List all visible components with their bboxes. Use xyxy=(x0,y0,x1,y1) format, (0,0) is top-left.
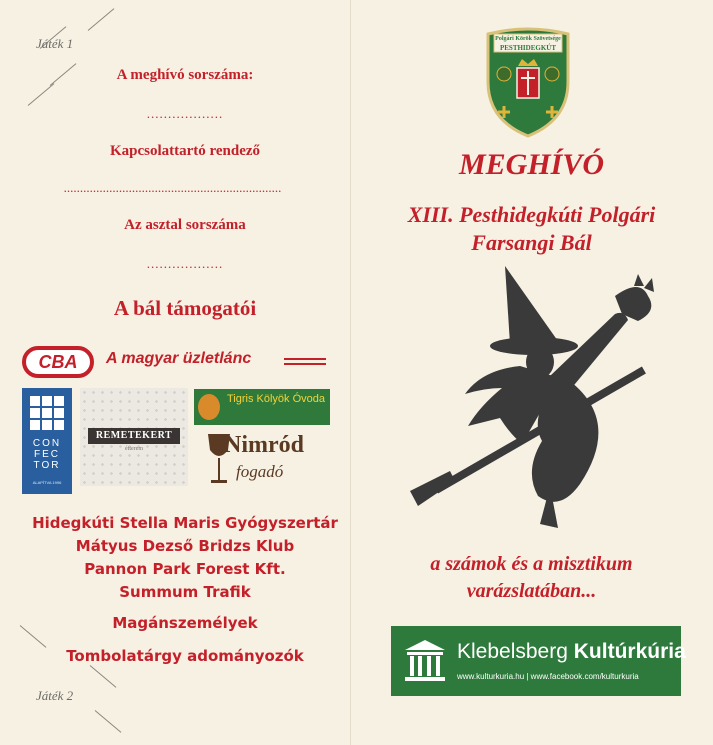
remetekert-text: REMETEKERT xyxy=(88,428,180,444)
crest-text: Polgári Körök Szövetsége xyxy=(495,36,561,42)
event-name-line1: XIII. Pesthidegkúti Polgári xyxy=(407,202,656,227)
coat-of-arms-icon xyxy=(484,26,572,138)
confector-text: TOR xyxy=(33,460,61,471)
sponsor-item: Pannon Park Forest Kft. xyxy=(84,560,286,578)
confector-text: CON xyxy=(32,438,62,449)
sponsors-title: A bál támogatói xyxy=(113,296,257,320)
tigris-logo xyxy=(194,389,330,425)
confector-text: FEC xyxy=(34,449,60,460)
remetekert-logo xyxy=(80,388,188,486)
event-name-line2: Farsangi Bál xyxy=(471,230,592,255)
cba-line xyxy=(284,358,326,360)
sponsor-item: Magánszemélyek xyxy=(112,614,258,632)
tagline-line1: a számok és a misztikum xyxy=(430,553,633,575)
table-number-label: Az asztal sorszáma xyxy=(124,217,246,233)
jatek-2-label: Játék 2 xyxy=(36,688,74,703)
sponsor-item: Tombolatárgy adományozók xyxy=(66,647,304,665)
table-number-field: .................. xyxy=(146,256,224,271)
sponsor-item: Summum Trafik xyxy=(119,583,251,601)
cut-mark xyxy=(95,710,122,733)
tiger-icon xyxy=(198,394,220,420)
cba-line xyxy=(284,363,326,365)
cba-logo xyxy=(22,346,94,378)
kulturkuria-text: Kultúrkúria xyxy=(573,640,686,663)
sponsor-item: Hidegkúti Stella Maris Gyógyszertár xyxy=(32,514,338,532)
cba-slogan: A magyar üzletlánc xyxy=(106,350,252,367)
grid-icon xyxy=(30,396,64,430)
klebelsberg-url: www.kulturkuria.hu | www.facebook.com/kulturkuria xyxy=(457,672,639,681)
witch-silhouette-icon xyxy=(410,266,680,530)
nimrod-text: Nimród xyxy=(224,432,304,458)
fogado-text: fogadó xyxy=(236,462,284,481)
tagline-line2: varázslatában... xyxy=(466,580,597,602)
cut-mark xyxy=(88,8,115,31)
invite-number-label: A meghívó sorszáma: xyxy=(116,67,254,83)
building-icon xyxy=(401,636,449,684)
nimrod-logo xyxy=(200,430,330,492)
tigris-text: Tigris Kölyök Óvoda xyxy=(226,393,326,405)
crest-text: PESTHIDEGKÚT xyxy=(499,44,556,52)
klebelsberg-logo xyxy=(391,626,686,696)
fold-line xyxy=(350,0,351,745)
confector-logo xyxy=(22,388,72,494)
klebelsberg-text: Klebelsberg xyxy=(457,640,568,663)
remetekert-small-text: étterem xyxy=(125,446,143,452)
cut-mark xyxy=(90,665,117,688)
sponsor-item: Mátyus Dezső Bridzs Klub xyxy=(75,537,295,555)
jatek-1-label: Játék 1 xyxy=(36,36,74,51)
cba-logo-text: CBA xyxy=(38,352,78,372)
contact-field: ................................................................... xyxy=(63,180,282,195)
confector-small-text: ALAPÍTVA 1996 xyxy=(32,480,62,485)
invitation-title: MEGHÍVÓ xyxy=(458,148,605,181)
contact-label: Kapcsolattartó rendező xyxy=(109,143,261,159)
invite-number-field: .................. xyxy=(146,106,224,121)
cut-mark xyxy=(28,83,55,106)
